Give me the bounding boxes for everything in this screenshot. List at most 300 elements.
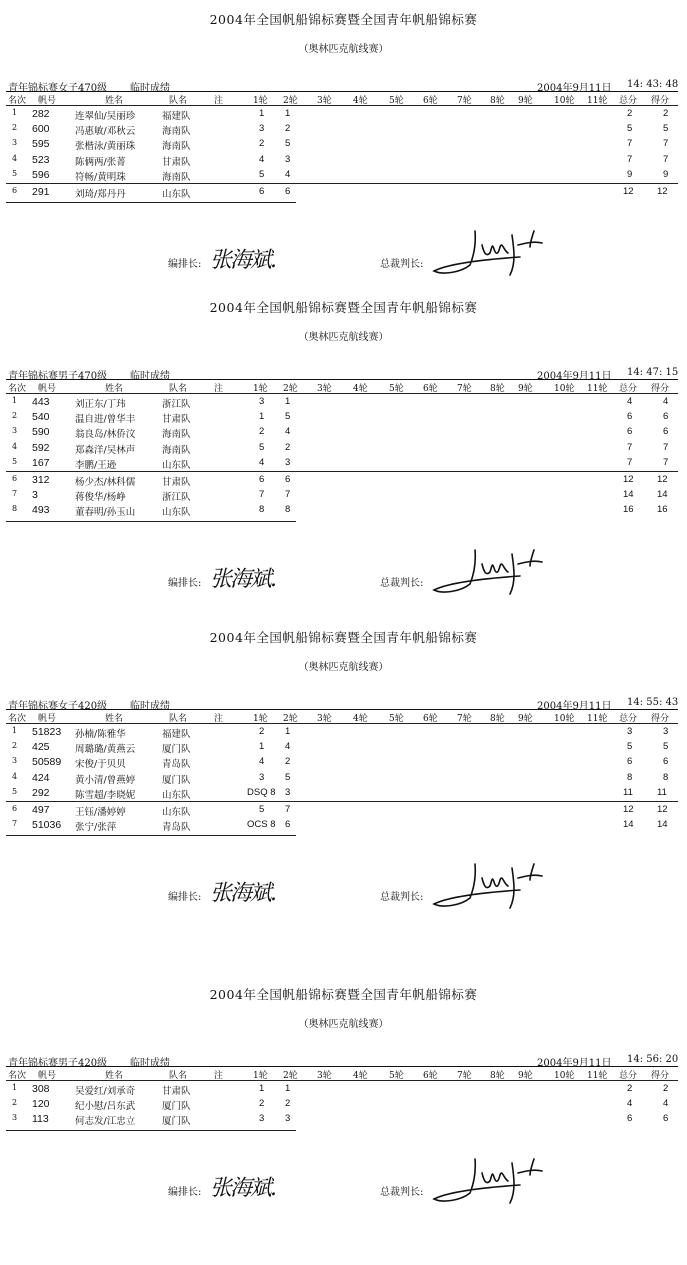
header-race-2: 2轮	[283, 96, 298, 106]
result-time: 14: 47: 15	[627, 367, 679, 378]
header-race-6: 6轮	[423, 1071, 438, 1081]
table-row	[0, 154, 687, 167]
row-score: 6	[663, 426, 669, 438]
row-sailor-names: 温自进/曾华丰	[75, 414, 136, 426]
row-sail-number: 523	[32, 153, 50, 166]
row-rank: 2	[12, 741, 18, 751]
table-row	[0, 819, 687, 832]
table-row	[0, 169, 687, 182]
row-sailor-names: 符畅/黄明珠	[75, 171, 126, 183]
row-total: 5	[627, 123, 633, 135]
table-row	[0, 123, 687, 136]
row-total: 4	[627, 396, 633, 407]
row-race-2: 3	[285, 456, 291, 468]
table-bottom-rule	[6, 1130, 296, 1131]
table-row	[0, 442, 687, 455]
row-race-2: 7	[285, 489, 291, 501]
row-race-1: 1	[259, 741, 265, 753]
group-divider	[6, 471, 678, 472]
header-race-5: 5轮	[389, 714, 404, 724]
section-title: 2004年全国帆船锦标赛暨全国青年帆船锦标赛	[209, 630, 478, 645]
header-race-11: 11轮	[587, 96, 608, 106]
row-rank: 3	[12, 426, 18, 436]
row-race-2: 5	[285, 771, 291, 783]
row-sail-number: 167	[32, 456, 50, 469]
header-race-11: 11轮	[587, 1071, 608, 1081]
header-bottom-rule	[6, 105, 678, 106]
row-sail-number: 595	[32, 138, 50, 151]
result-status: 临时成绩	[130, 83, 170, 94]
row-score: 7	[663, 138, 669, 150]
row-score: 4	[663, 1098, 669, 1110]
result-date: 2004年9月11日	[537, 371, 612, 382]
row-team: 海南队	[162, 141, 191, 153]
row-total: 3	[627, 726, 633, 737]
section-subtitle: （奥林匹克航线赛）	[298, 1019, 389, 1030]
results-section	[0, 288, 687, 592]
table-row	[0, 804, 687, 817]
chief-referee-label: 总裁判长:	[380, 259, 424, 271]
row-rank: 4	[12, 771, 18, 781]
row-team: 海南队	[162, 171, 191, 183]
row-team: 甘肃队	[162, 477, 191, 488]
row-race-1: 3	[259, 396, 265, 407]
header-team: 队名	[169, 384, 188, 394]
chief-referee-label: 总裁判长:	[380, 1186, 424, 1198]
row-score: 11	[657, 786, 667, 798]
header-race-7: 7轮	[457, 384, 472, 394]
row-score: 12	[657, 186, 668, 197]
row-score: 5	[663, 741, 669, 753]
row-total: 7	[627, 456, 633, 468]
header-race-3: 3轮	[317, 1071, 332, 1081]
section-title: 2004年全国帆船锦标赛暨全国青年帆船锦标赛	[209, 987, 478, 1002]
header-top-rule	[6, 379, 678, 380]
header-race-6: 6轮	[423, 96, 438, 106]
row-race-1: 4	[259, 153, 265, 165]
row-rank: 3	[12, 1113, 18, 1123]
row-rank: 2	[12, 123, 18, 133]
header-race-7: 7轮	[457, 714, 472, 724]
header-race-9: 9轮	[518, 384, 533, 394]
header-race-4: 4轮	[353, 96, 368, 106]
row-sailor-names: 刘琦/郑丹丹	[75, 189, 126, 200]
header-score: 得分	[651, 384, 670, 394]
result-date: 2004年9月11日	[537, 83, 612, 94]
row-sail-number: 312	[32, 474, 50, 486]
row-total: 7	[627, 138, 633, 150]
row-sail-number: 50589	[32, 756, 62, 769]
chief-referee-signature	[430, 1151, 550, 1211]
chief-referee-label: 总裁判长:	[380, 577, 424, 589]
row-total: 6	[627, 1113, 633, 1125]
row-sail-number: 493	[32, 504, 50, 517]
row-sailor-names: 吴爱红/刘承奇	[75, 1086, 136, 1097]
row-rank: 4	[12, 153, 18, 163]
row-race-2: 6	[285, 474, 291, 485]
row-rank: 3	[12, 756, 18, 766]
row-sailor-names: 陈俩两/张菁	[75, 156, 126, 168]
row-sail-number: 596	[32, 168, 50, 181]
row-rank: 4	[12, 441, 18, 451]
row-race-1: 2	[259, 1098, 265, 1110]
row-team: 海南队	[162, 429, 191, 441]
compiler-signature: 张海斌.	[210, 566, 275, 592]
header-score: 得分	[651, 1071, 670, 1081]
row-team: 福建队	[162, 111, 191, 122]
header-total: 总分	[619, 384, 638, 394]
row-race-1: DSQ 8	[247, 786, 276, 798]
row-race-1: 3	[259, 123, 265, 135]
header-names: 姓名	[105, 96, 124, 106]
header-race-5: 5轮	[389, 384, 404, 394]
row-score: 16	[657, 504, 668, 516]
signature-block	[0, 233, 687, 293]
row-score: 7	[663, 153, 669, 165]
header-bottom-rule	[6, 1080, 678, 1081]
header-names: 姓名	[105, 384, 124, 394]
header-race-1: 1轮	[253, 714, 268, 724]
table-row	[0, 1083, 687, 1096]
row-total: 4	[627, 1098, 633, 1110]
signature-block	[0, 552, 687, 612]
header-race-1: 1轮	[253, 384, 268, 394]
row-score: 12	[657, 474, 668, 485]
row-team: 山东队	[162, 459, 191, 471]
compiler-signature: 张海斌.	[210, 881, 275, 907]
row-rank: 7	[12, 819, 18, 829]
table-row	[0, 772, 687, 785]
header-sail: 帆号	[38, 96, 57, 106]
row-team: 厦门队	[162, 1116, 191, 1128]
row-team: 山东队	[162, 189, 191, 200]
header-rank: 名次	[8, 714, 27, 724]
row-rank: 6	[12, 474, 18, 483]
row-race-1: 4	[259, 456, 265, 468]
table-row	[0, 726, 687, 739]
table-row	[0, 489, 687, 502]
row-race-1: 2	[259, 138, 265, 150]
row-total: 9	[627, 168, 633, 180]
row-score: 6	[663, 411, 669, 423]
row-total: 5	[627, 741, 633, 753]
row-rank: 5	[12, 456, 18, 466]
group-divider	[6, 183, 678, 184]
row-total: 12	[623, 474, 634, 485]
row-sail-number: 120	[32, 1098, 50, 1111]
row-sailor-names: 李鹏/王逊	[75, 459, 117, 471]
table-row	[0, 1098, 687, 1111]
table-bottom-rule	[6, 521, 296, 522]
row-sail-number: 291	[32, 186, 50, 198]
header-sail: 帆号	[38, 1071, 57, 1081]
row-total: 7	[627, 153, 633, 165]
row-race-1: 1	[259, 411, 265, 423]
row-race-1: 1	[259, 1083, 265, 1094]
header-bottom-rule	[6, 723, 678, 724]
compiler-label: 编排长:	[168, 1186, 202, 1198]
table-row	[0, 457, 687, 470]
row-total: 2	[627, 108, 633, 119]
row-sailor-names: 连翠仙/吴丽珍	[75, 111, 136, 122]
header-rank: 名次	[8, 96, 27, 106]
row-race-1: 1	[259, 108, 265, 119]
table-row	[0, 741, 687, 754]
table-bottom-rule	[6, 202, 296, 203]
row-race-2: 5	[285, 411, 291, 423]
row-race-2: 7	[285, 804, 291, 815]
row-team: 厦门队	[162, 1101, 191, 1113]
row-race-2: 4	[285, 426, 291, 438]
row-sail-number: 3	[32, 489, 38, 502]
row-race-2: 3	[285, 1113, 291, 1125]
table-row	[0, 426, 687, 439]
table-row	[0, 756, 687, 769]
event-name: 青年锦标赛男子420级	[8, 1058, 108, 1069]
header-race-3: 3轮	[317, 714, 332, 724]
row-race-1: 4	[259, 756, 265, 768]
row-sailor-names: 黄小清/曾燕婷	[75, 774, 136, 786]
row-rank: 6	[12, 804, 18, 813]
result-status: 临时成绩	[130, 371, 170, 382]
row-race-2: 2	[285, 123, 291, 135]
header-race-11: 11轮	[587, 384, 608, 394]
row-total: 12	[623, 186, 634, 197]
row-rank: 2	[12, 1098, 18, 1108]
row-sail-number: 51036	[32, 819, 62, 832]
row-team: 甘肃队	[162, 156, 191, 168]
result-time: 14: 56: 20	[627, 1054, 679, 1065]
header-race-10: 10轮	[554, 96, 575, 106]
header-race-9: 9轮	[518, 714, 533, 724]
row-team: 山东队	[162, 807, 191, 818]
row-sailor-names: 张宁/张萍	[75, 822, 117, 834]
row-team: 青岛队	[162, 822, 191, 834]
table-row	[0, 1113, 687, 1126]
row-sailor-names: 杨少杰/林科儒	[75, 477, 136, 488]
row-race-2: 4	[285, 741, 291, 753]
header-top-rule	[6, 91, 678, 92]
row-total: 11	[623, 786, 633, 798]
row-sail-number: 424	[32, 771, 50, 784]
header-top-rule	[6, 1066, 678, 1067]
row-total: 7	[627, 441, 633, 453]
table-row	[0, 108, 687, 121]
row-rank: 1	[12, 108, 18, 117]
row-race-2: 1	[285, 108, 291, 119]
row-sail-number: 282	[32, 108, 50, 120]
header-score: 得分	[651, 96, 670, 106]
section-title: 2004年全国帆船锦标赛暨全国青年帆船锦标赛	[209, 300, 478, 315]
header-race-3: 3轮	[317, 384, 332, 394]
row-total: 8	[627, 771, 633, 783]
row-score: 2	[663, 1083, 669, 1094]
row-race-2: 2	[285, 1098, 291, 1110]
row-race-2: 5	[285, 138, 291, 150]
group-divider	[6, 801, 678, 802]
row-sailor-names: 冯惠敏/邓秋云	[75, 126, 136, 138]
row-score: 4	[663, 396, 669, 407]
header-race-5: 5轮	[389, 1071, 404, 1081]
row-sailor-names: 刘正东/丁玮	[75, 399, 126, 410]
row-race-2: 3	[285, 153, 291, 165]
row-rank: 6	[12, 186, 18, 195]
header-race-9: 9轮	[518, 1071, 533, 1081]
row-total: 14	[623, 489, 634, 501]
row-sailor-names: 蒋俊华/杨峥	[75, 492, 126, 504]
row-total: 6	[627, 426, 633, 438]
result-status: 临时成绩	[130, 1058, 170, 1069]
row-sail-number: 51823	[32, 726, 62, 738]
chief-referee-label: 总裁判长:	[380, 892, 424, 904]
row-sailor-names: 王钰/潘婷婷	[75, 807, 126, 818]
row-sailor-names: 何志发/江忠立	[75, 1116, 136, 1128]
header-total: 总分	[619, 714, 638, 724]
event-name: 青年锦标赛男子470级	[8, 371, 108, 382]
result-time: 14: 55: 43	[627, 697, 679, 708]
header-race-8: 8轮	[490, 384, 505, 394]
row-team: 浙江队	[162, 492, 191, 504]
row-team: 山东队	[162, 789, 191, 801]
table-row	[0, 504, 687, 517]
section-subtitle: （奥林匹克航线赛）	[298, 44, 389, 55]
row-sailor-names: 周璐璐/黄燕云	[75, 744, 136, 756]
row-rank: 1	[12, 726, 18, 735]
row-score: 5	[663, 123, 669, 135]
header-race-8: 8轮	[490, 96, 505, 106]
row-score: 6	[663, 756, 669, 768]
header-team: 队名	[169, 714, 188, 724]
chief-referee-signature	[430, 223, 550, 283]
header-team: 队名	[169, 1071, 188, 1081]
row-rank: 1	[12, 396, 18, 405]
row-total: 12	[623, 804, 634, 815]
header-names: 姓名	[105, 714, 124, 724]
header-rank: 名次	[8, 384, 27, 394]
row-race-2: 8	[285, 504, 291, 516]
header-race-4: 4轮	[353, 714, 368, 724]
row-sailor-names: 宋俊/于贝贝	[75, 759, 126, 771]
row-rank: 5	[12, 786, 18, 796]
row-score: 7	[663, 456, 669, 468]
header-race-8: 8轮	[490, 1071, 505, 1081]
row-race-1: 2	[259, 726, 265, 737]
header-race-1: 1轮	[253, 1071, 268, 1081]
header-note: 注	[214, 384, 224, 394]
row-total: 16	[623, 504, 634, 516]
row-sailor-names: 翁良岛/林侨汶	[75, 429, 136, 441]
row-score: 14	[657, 819, 668, 831]
header-total: 总分	[619, 1071, 638, 1081]
header-bottom-rule	[6, 393, 678, 394]
header-race-7: 7轮	[457, 1071, 472, 1081]
header-sail: 帆号	[38, 714, 57, 724]
result-date: 2004年9月11日	[537, 1058, 612, 1069]
row-team: 浙江队	[162, 399, 191, 410]
header-total: 总分	[619, 96, 638, 106]
row-rank: 3	[12, 138, 18, 148]
compiler-label: 编排长:	[168, 259, 202, 271]
table-row	[0, 411, 687, 424]
header-note: 注	[214, 96, 224, 106]
table-row	[0, 787, 687, 800]
row-race-2: 1	[285, 726, 291, 737]
row-team: 福建队	[162, 729, 191, 740]
header-note: 注	[214, 714, 224, 724]
header-race-7: 7轮	[457, 96, 472, 106]
result-status: 临时成绩	[130, 701, 170, 712]
row-sail-number: 425	[32, 741, 50, 754]
row-score: 14	[657, 489, 668, 501]
results-section	[0, 618, 687, 908]
header-names: 姓名	[105, 1071, 124, 1081]
row-sail-number: 600	[32, 123, 50, 136]
event-name: 青年锦标赛女子420级	[8, 701, 108, 712]
header-race-9: 9轮	[518, 96, 533, 106]
row-team: 厦门队	[162, 744, 191, 756]
row-race-1: 5	[259, 804, 265, 815]
row-sail-number: 443	[32, 396, 50, 408]
header-score: 得分	[651, 714, 670, 724]
result-time: 14: 43: 48	[627, 79, 679, 90]
row-race-2: 6	[285, 819, 291, 831]
header-race-11: 11轮	[587, 714, 608, 724]
header-note: 注	[214, 1071, 224, 1081]
row-rank: 8	[12, 504, 18, 514]
header-top-rule	[6, 709, 678, 710]
results-section	[0, 0, 687, 290]
header-race-2: 2轮	[283, 1071, 298, 1081]
row-team: 甘肃队	[162, 414, 191, 426]
row-team: 海南队	[162, 444, 191, 456]
row-team: 山东队	[162, 507, 191, 519]
result-date: 2004年9月11日	[537, 701, 612, 712]
row-total: 6	[627, 411, 633, 423]
row-race-2: 6	[285, 186, 291, 197]
header-race-6: 6轮	[423, 384, 438, 394]
header-race-10: 10轮	[554, 384, 575, 394]
table-bottom-rule	[6, 835, 296, 836]
compiler-signature: 张海斌.	[210, 1175, 275, 1201]
row-sail-number: 497	[32, 804, 50, 816]
row-sail-number: 292	[32, 786, 50, 799]
row-sailor-names: 郑森洋/吴林声	[75, 444, 136, 456]
results-section	[0, 975, 687, 1265]
header-race-4: 4轮	[353, 384, 368, 394]
row-sail-number: 590	[32, 426, 50, 439]
section-subtitle: （奥林匹克航线赛）	[298, 332, 389, 343]
row-race-1: 5	[259, 168, 265, 180]
row-team: 青岛队	[162, 759, 191, 771]
header-race-2: 2轮	[283, 714, 298, 724]
section-subtitle: （奥林匹克航线赛）	[298, 662, 389, 673]
row-total: 14	[623, 819, 634, 831]
table-row	[0, 138, 687, 151]
row-race-1: 8	[259, 504, 265, 516]
chief-referee-signature	[430, 856, 550, 916]
chief-referee-signature	[430, 542, 550, 602]
header-race-3: 3轮	[317, 96, 332, 106]
row-race-2: 2	[285, 756, 291, 768]
header-race-8: 8轮	[490, 714, 505, 724]
row-sail-number: 113	[32, 1113, 49, 1126]
row-score: 2	[663, 108, 669, 119]
header-race-4: 4轮	[353, 1071, 368, 1081]
row-race-1: 3	[259, 1113, 265, 1125]
header-team: 队名	[169, 96, 188, 106]
row-sailor-names: 纪小慰/吕东武	[75, 1101, 136, 1113]
row-rank: 7	[12, 489, 18, 499]
